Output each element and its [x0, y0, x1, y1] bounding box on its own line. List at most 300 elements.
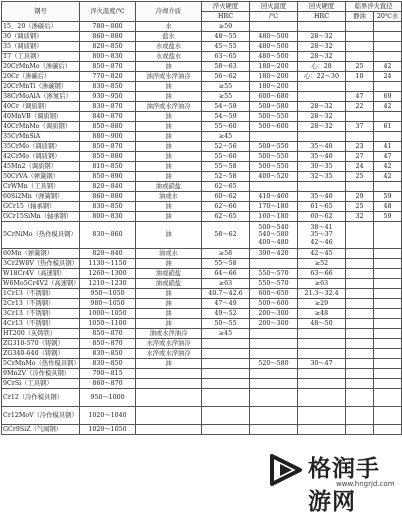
temper-hardness-cell [298, 407, 346, 425]
water-diameter-cell [374, 369, 402, 379]
quench-temp-cell: 820～840 [80, 249, 136, 259]
steel-cell: CrWMn（工具钢） [2, 182, 80, 192]
table-row [2, 269, 402, 279]
steel-cell: 15、20（渗碳后） [2, 22, 80, 32]
steel-cell: 40CrMnMo（调质钢） [2, 122, 80, 132]
medium-cell: 水或盐水 [136, 42, 202, 52]
water-diameter-cell [374, 425, 402, 435]
temper-hardness-cell: 35～40 [298, 142, 346, 152]
table-row [2, 202, 402, 212]
temper-hardness-cell [298, 339, 346, 349]
oil-diameter-cell [346, 329, 374, 339]
temper-temp-cell: 160～180 [250, 212, 298, 222]
quench-temp-cell: 830～860 [80, 222, 136, 249]
steel-cell: Cr12（冷作模具钢） [2, 389, 80, 407]
medium-cell: 油 [136, 112, 202, 122]
temper-temp-cell: 400～520 [250, 172, 298, 182]
medium-cell [136, 425, 202, 435]
temper-temp-cell [250, 389, 298, 407]
medium-cell: 油或水 [136, 249, 202, 259]
oil-diameter-cell [346, 349, 374, 359]
water-diameter-cell: 61 [374, 122, 402, 132]
temper-hardness-cell: ≥63 [298, 279, 346, 289]
oil-diameter-cell [346, 339, 374, 349]
water-diameter-cell [374, 32, 402, 42]
temper-hardness-cell: 28～32 [298, 52, 346, 62]
table-row [2, 72, 402, 82]
temper-temp-cell [250, 259, 298, 269]
steel-cell: 3Cr2W8V（热作模具钢） [3, 259, 78, 267]
medium-cell: 油淬或水淬油冷 [136, 102, 202, 112]
temper-hardness-cell: 63～66 [298, 269, 346, 279]
table-row [2, 329, 402, 339]
water-diameter-cell: 42 [374, 172, 402, 182]
medium-cell: 油 [136, 222, 202, 249]
quench-temp-cell: 1000～1050 [80, 309, 136, 319]
oil-diameter-cell [346, 309, 374, 319]
oil-diameter-cell: 37 [346, 122, 374, 132]
table-row [2, 92, 402, 102]
medium-cell: 油 [136, 319, 202, 329]
quench-temp-cell: 980～1050 [80, 299, 136, 309]
temper-hardness-cell: 28～32 [298, 32, 346, 42]
quench-hardness-cell: 47～49 [202, 299, 250, 309]
quench-hardness-cell: ≥55 [202, 92, 250, 102]
quench-hardness-cell: 55～58 [202, 259, 250, 269]
water-diameter-cell: 42 [374, 162, 402, 172]
steel-cell: ZG340-640（铸钢） [2, 349, 80, 359]
temper-hardness-cell: 30～35 [298, 162, 346, 172]
temper-hardness-cell: 60～62 [298, 212, 346, 222]
quench-temp-cell: 770～820 [80, 72, 136, 82]
temper-hardness-cell: 28～32 [298, 112, 346, 122]
temper-hardness-cell: 30～47 [298, 359, 346, 369]
table-row [2, 319, 402, 329]
temper-temp-cell: 180～200 [250, 72, 298, 82]
header-critical-diameter: 临界淬火直径 [346, 2, 402, 12]
steel-cell: 30（调质钢） [2, 32, 80, 42]
steel-cell: 35CrMo（调质钢） [2, 142, 80, 152]
table-row [2, 425, 402, 435]
oil-diameter-cell [346, 289, 374, 299]
quench-hardness-cell: 50～55 [202, 319, 250, 329]
table-row [2, 122, 402, 132]
medium-cell: 水淬或水淬油冷 [136, 349, 202, 359]
temper-temp-cell [250, 182, 298, 192]
temper-temp-cell [250, 379, 298, 389]
oil-diameter-cell [346, 299, 374, 309]
header-static-oil: 静油 [346, 12, 374, 22]
medium-cell: 油 [136, 299, 202, 309]
quench-temp-cell: 930～950 [80, 92, 136, 102]
quench-temp-cell: 1130～1150 [80, 259, 136, 269]
water-diameter-cell [374, 359, 402, 369]
temper-temp-cell: 200～300 [250, 309, 298, 319]
temper-temp-cell: 480～500 [250, 32, 298, 42]
quench-temp-cell: 800～830 [80, 52, 136, 62]
oil-diameter-cell [346, 182, 374, 192]
table-row [2, 379, 402, 389]
temper-hardness-cell: 28～32 [298, 122, 346, 132]
medium-cell [136, 369, 202, 379]
quench-hardness-cell: 60～62 [202, 192, 250, 202]
quench-temp-cell: 850～870 [80, 62, 136, 72]
quench-hardness-cell: 62～65 [202, 182, 250, 192]
header-temper-hrc: HRC [298, 12, 346, 22]
water-diameter-cell [374, 269, 402, 279]
steel-cell: 9CrSi（工具钢） [2, 379, 80, 389]
water-diameter-cell: 42 [374, 62, 402, 72]
steel-cell: T7（工具钢） [2, 52, 80, 62]
temper-hardness-cell: 28～32 [298, 42, 346, 52]
steel-cell: 40Cr（调质钢） [2, 102, 80, 112]
steel-cell: 60Si2Mn（弹簧钢） [2, 192, 80, 202]
table-row [2, 42, 402, 52]
temper-temp-cell [250, 329, 298, 339]
water-diameter-cell [374, 82, 402, 92]
temper-temp-cell: 500～550 [250, 112, 298, 122]
quench-hardness-cell [202, 379, 250, 389]
table-row [2, 182, 402, 192]
steel-cell: 35CrMnSiA [2, 132, 80, 142]
oil-diameter-cell [346, 249, 374, 259]
quench-temp-cell: 880～900 [80, 132, 136, 142]
oil-diameter-cell [346, 389, 374, 407]
brand-logo-icon [268, 452, 304, 488]
water-diameter-cell [374, 319, 402, 329]
quench-temp-cell: 850～870 [80, 329, 136, 339]
quench-hardness-cell: 63～65 [202, 52, 250, 62]
temper-temp-cell: 550～570 [250, 269, 298, 279]
steel-cell: GCr9SiZ（气阀钢） [2, 425, 80, 435]
table-row [2, 259, 402, 269]
temper-temp-cell: 180～200 [250, 62, 298, 72]
temper-hardness-cell [298, 369, 346, 379]
steel-cell: 5CrMnMo（热作模具钢） [3, 359, 80, 367]
oil-diameter-cell [346, 359, 374, 369]
water-diameter-cell [374, 112, 402, 122]
oil-diameter-cell: 25 [346, 172, 374, 182]
water-diameter-cell: 42 [374, 102, 402, 112]
quench-hardness-cell [202, 425, 250, 435]
table-row [2, 32, 402, 42]
oil-diameter-cell: 29 [346, 192, 374, 202]
oil-diameter-cell [346, 82, 374, 92]
table-row [2, 249, 402, 259]
table-row [2, 339, 402, 349]
temper-temp-cell: 390～420 [250, 249, 298, 259]
temper-hardness-cell: 35～40 [298, 152, 346, 162]
temper-temp-cell: 500～550 [250, 142, 298, 152]
temper-temp-cell [250, 407, 298, 425]
table-row [2, 82, 402, 92]
water-diameter-cell [374, 299, 402, 309]
table-row [2, 22, 402, 32]
water-diameter-cell [374, 42, 402, 52]
quench-hardness-cell: ≥58 [202, 249, 250, 259]
quench-temp-cell: 790～815 [80, 369, 136, 379]
medium-cell: 油 [136, 172, 202, 182]
table-row [2, 279, 402, 289]
temper-temp-cell [250, 339, 298, 349]
quench-hardness-cell: 52～58 [202, 172, 250, 182]
quench-temp-cell: 1020～1040 [80, 407, 136, 425]
water-diameter-cell [374, 379, 402, 389]
table-row [2, 112, 402, 122]
temper-temp-cell: 500～550 [250, 152, 298, 162]
quench-temp-cell: 850～870 [80, 339, 136, 349]
oil-diameter-cell [346, 319, 374, 329]
temper-temp-cell: 500～580 [250, 102, 298, 112]
temper-temp-cell: 480～500 [250, 52, 298, 62]
quench-temp-cell: 780～800 [80, 22, 136, 32]
table-row [2, 162, 402, 172]
quench-hardness-cell [202, 369, 250, 379]
water-diameter-cell: 48 [374, 202, 402, 212]
temper-temp-cell: 170～180 [250, 202, 298, 212]
water-diameter-cell [374, 407, 402, 425]
table-row [2, 359, 402, 369]
water-diameter-cell: 47 [374, 152, 402, 162]
water-diameter-cell [374, 222, 402, 249]
temper-hardness-cell: 心：22～30 [298, 72, 346, 82]
header-temper-temp: 回火温度 [250, 2, 298, 12]
table-row [2, 132, 402, 142]
steel-cell: 1Cr13（不锈钢） [2, 289, 80, 299]
medium-cell: 油 [136, 152, 202, 162]
temper-hardness-cell [298, 389, 346, 407]
quench-hardness-cell: ≥55 [202, 82, 250, 92]
oil-diameter-cell [346, 52, 374, 62]
oil-diameter-cell: 47 [346, 92, 374, 102]
medium-cell: 水或盐水 [136, 52, 202, 62]
heat-treatment-table [1, 1, 402, 435]
temper-hardness-cell: 35～40 [298, 192, 346, 202]
medium-cell: 油 [136, 289, 202, 299]
quench-temp-cell: 830～850 [80, 82, 136, 92]
quench-hardness-cell: 48～55 [202, 32, 250, 42]
steel-cell: 35（调质钢） [2, 42, 80, 52]
quench-hardness-cell: 40.7～42.6 [202, 289, 250, 299]
medium-cell: 油 [136, 62, 202, 72]
quench-temp-cell: 820～850 [80, 42, 136, 52]
steel-cell: 4Cr13（不锈钢） [2, 319, 80, 329]
temper-hardness-cell: 48～50 [298, 319, 346, 329]
steel-cell: 20CrMnMo（渗碳后） [2, 62, 80, 72]
temper-temp-cell: 600～650 [250, 289, 298, 299]
temper-temp-cell: 180～200 [250, 82, 298, 92]
quench-hardness-cell: 45～55 [202, 42, 250, 52]
steel-cell: HT200（灰铸铁） [2, 329, 80, 339]
water-diameter-cell [374, 339, 402, 349]
watermark-title: 格润手游网 [308, 456, 380, 515]
table-row [2, 212, 402, 222]
quench-hardness-cell: 58～63 [202, 62, 250, 72]
medium-cell: 油或硝盐 [136, 182, 202, 192]
quench-temp-cell: 850～890 [80, 172, 136, 182]
water-diameter-cell: 59 [374, 212, 402, 222]
temper-temp-cell: 520～580 [250, 359, 298, 369]
oil-diameter-cell [346, 369, 374, 379]
water-diameter-cell [374, 259, 402, 269]
water-diameter-cell [374, 132, 402, 142]
temper-hardness-cell [298, 92, 346, 102]
medium-cell: 油或硝盐 [136, 269, 202, 279]
water-diameter-cell [374, 249, 402, 259]
temper-temp-cell [250, 369, 298, 379]
quench-hardness-cell: 52～56 [202, 142, 250, 152]
medium-cell: 油 [136, 132, 202, 142]
quench-hardness-cell: 55～60 [202, 152, 250, 162]
table-row [2, 289, 402, 299]
medium-cell: 油 [136, 202, 202, 212]
temper-hardness-cell: ≥48 [298, 309, 346, 319]
header-quench-temp: 淬火温度/℃ [80, 2, 136, 22]
quench-hardness-cell: ≥45 [202, 329, 250, 339]
medium-cell: 油或水 [136, 192, 202, 202]
quench-temp-cell: 950～1000 [80, 389, 136, 407]
quench-temp-cell: 1210～1230 [80, 279, 136, 289]
water-diameter-cell [374, 279, 402, 289]
water-diameter-cell [374, 52, 402, 62]
oil-diameter-cell [346, 22, 374, 32]
temper-hardness-cell: ≥52 [298, 259, 346, 269]
temper-hardness-cell: 32～35 [298, 172, 346, 182]
medium-cell [136, 407, 202, 425]
temper-temp-cell: 500～600 [250, 122, 298, 132]
temper-hardness-cell [298, 379, 346, 389]
quench-hardness-cell: 58～62 [202, 222, 250, 249]
watermark [264, 444, 402, 515]
oil-diameter-cell [346, 42, 374, 52]
quench-temp-cell: 1050～1100 [80, 319, 136, 329]
temper-temp-cell: 550～570 [250, 279, 298, 289]
quench-temp-cell: 830～870 [80, 102, 136, 112]
header-temper-hardness: 回火硬度 [298, 2, 346, 12]
oil-diameter-cell: 25 [346, 62, 374, 72]
quench-hardness-cell: ≥63 [202, 279, 250, 289]
quench-hardness-cell [202, 389, 250, 407]
quench-temp-cell: 830～850 [80, 349, 136, 359]
temper-hardness-cell: 21.3～32.4 [298, 289, 346, 299]
water-diameter-cell [374, 349, 402, 359]
oil-diameter-cell [346, 32, 374, 42]
temper-hardness-cell [298, 132, 346, 142]
temper-hardness-cell: 61～65 [298, 202, 346, 212]
quench-hardness-cell: 62～66 [202, 202, 250, 212]
medium-cell: 油 [136, 122, 202, 132]
quench-hardness-cell: 55～60 [202, 122, 250, 132]
quench-temp-cell: 800～830 [80, 212, 136, 222]
steel-cell: GCr15（轴承钢） [2, 202, 80, 212]
quench-temp-cell: 1020～1050 [80, 425, 136, 435]
steel-cell: 50CrVA（弹簧钢） [2, 172, 80, 182]
steel-cell: 20CrMnTi（渗碳钢） [2, 82, 80, 92]
quench-temp-cell: 850～880 [80, 152, 136, 162]
quench-temp-cell: 860～880 [80, 32, 136, 42]
steel-cell: W18Cr4V（高速钢） [2, 269, 80, 279]
steel-cell: 38CrMoAlA（渗氮后） [2, 92, 80, 102]
table-row [2, 369, 402, 379]
medium-cell: 水 [136, 22, 202, 32]
steel-cell: 45Mn2（调质钢） [2, 162, 80, 172]
water-diameter-cell: 24 [374, 72, 402, 82]
oil-diameter-cell: 32 [346, 212, 374, 222]
medium-cell: 油 [136, 142, 202, 152]
oil-diameter-cell [346, 407, 374, 425]
steel-cell: 42CrMo（调质钢） [2, 152, 80, 162]
temper-hardness-cell: ≥29 [298, 299, 346, 309]
table-row [2, 192, 402, 202]
header-temper-unit: /℃ [250, 12, 298, 22]
water-diameter-cell [374, 289, 402, 299]
oil-diameter-cell [346, 222, 374, 249]
table-row [2, 222, 402, 249]
temper-hardness-cell [298, 22, 346, 32]
water-diameter-cell: 41 [374, 142, 402, 152]
quench-temp-cell: 1260～1300 [80, 269, 136, 279]
temper-hardness-cell [298, 349, 346, 359]
medium-cell: 油或水淬油冷 [136, 329, 202, 339]
steel-cell: 2Cr13（不锈钢） [2, 299, 80, 309]
oil-diameter-cell [346, 269, 374, 279]
temper-hardness-cell [298, 82, 346, 92]
temper-temp-cell: 410～460 [250, 192, 298, 202]
oil-diameter-cell: 24 [346, 162, 374, 172]
table-row [2, 62, 402, 72]
steel-cell: 40MnVB（调质钢） [2, 112, 80, 122]
quench-hardness-cell: 56～62 [202, 72, 250, 82]
temper-temp-cell: 480～500 [250, 42, 298, 52]
temper-hardness-cell [298, 425, 346, 435]
oil-diameter-cell: 22 [346, 102, 374, 112]
water-diameter-cell [374, 182, 402, 192]
oil-diameter-cell: 23 [346, 142, 374, 152]
water-diameter-cell [374, 22, 402, 32]
temper-temp-cell: 500～600 [250, 299, 298, 309]
header-water-20c: 20℃水 [374, 12, 402, 22]
steel-cell: Cr12MoV（冷作模具钢） [2, 407, 80, 425]
medium-cell [136, 379, 202, 389]
header-steel: 钢号 [2, 2, 80, 22]
temper-temp-cell [250, 132, 298, 142]
steel-cell: 3Cr13（不锈钢） [2, 309, 80, 319]
temper-hardness-cell: 42～45 [298, 249, 346, 259]
watermark-url: www.hngrjd.com [336, 480, 395, 488]
oil-diameter-cell: 27 [346, 152, 374, 162]
quench-hardness-cell: 64～66 [202, 269, 250, 279]
medium-cell: 水淬或水淬油冷 [136, 339, 202, 349]
temper-temp-cell: 600～680 [250, 92, 298, 102]
temper-temp-cell [250, 349, 298, 359]
temper-hardness-cell: 28～32 [298, 102, 346, 112]
quench-hardness-cell [202, 359, 250, 369]
table-row [2, 407, 402, 425]
medium-cell: 盐水 [136, 32, 202, 42]
oil-diameter-cell [346, 279, 374, 289]
steel-cell: GCr15SiMn（轴承钢） [2, 212, 80, 222]
quench-hardness-cell: 54～59 [202, 112, 250, 122]
temper-hardness-cell: 心：28 [298, 62, 346, 72]
medium-cell: 油 [136, 359, 202, 369]
steel-cell: 20Cr（渗碳后） [2, 72, 80, 82]
quench-hardness-cell: 54～59 [202, 102, 250, 112]
medium-cell: 油或硝盐 [136, 279, 202, 289]
table-body [2, 22, 402, 435]
steel-cell: ZG310-570（铸钢） [2, 339, 80, 349]
table-row [2, 389, 402, 407]
steel-cell: 60Mn（弹簧钢） [2, 249, 80, 259]
